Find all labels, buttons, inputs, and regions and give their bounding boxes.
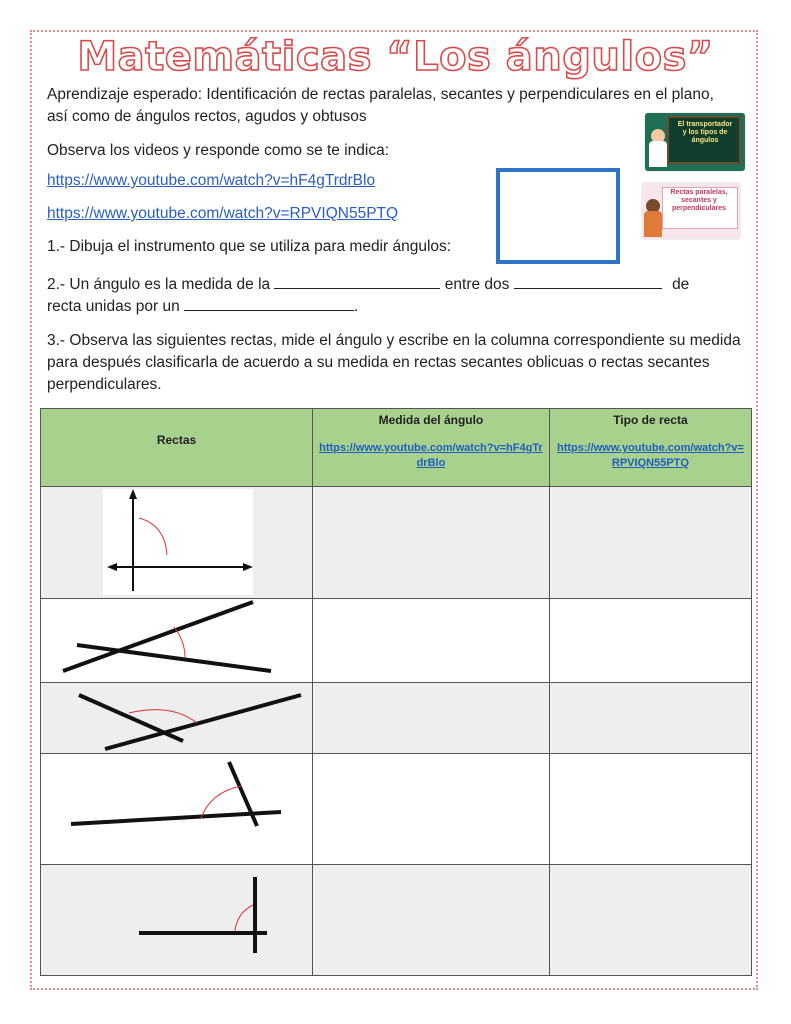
- header-medida-link[interactable]: https://www.youtube.com/watch?v=hF4gTrdrBlo: [319, 442, 543, 469]
- question-2-text-1: 2.- Un ángulo es la medida de la: [47, 276, 271, 293]
- perpendicular-axes-figure: [41, 487, 312, 598]
- table-row: [41, 754, 752, 865]
- header-tipo-label: Tipo de recta: [613, 413, 688, 427]
- header-rectas: [41, 409, 313, 487]
- table-row: [41, 865, 752, 976]
- header-tipo-link[interactable]: https://www.youtube.com/watch?v=RPVIQN55PTQ: [556, 442, 744, 469]
- video-link-2[interactable]: https://www.youtube.com/watch?v=RPVIQN55PTQ: [47, 205, 399, 222]
- video-thumbnail-protractor[interactable]: [645, 113, 745, 171]
- angle-measure-cell[interactable]: [313, 599, 550, 683]
- header-rectas-label: Rectas: [156, 433, 197, 447]
- thumbnail-2-text: Rectas paralelas, secantes y perpendiculares: [670, 189, 728, 212]
- header-tipo: [549, 409, 751, 487]
- angle-measure-cell[interactable]: [313, 487, 550, 599]
- question-2-text-2: entre dos: [444, 276, 510, 293]
- lines-figure-cell: [41, 599, 313, 683]
- line-type-cell[interactable]: [549, 865, 751, 976]
- oblique-lines-figure-1: [41, 599, 312, 682]
- perpendicular-lines-figure: [41, 865, 312, 975]
- line-type-cell[interactable]: [549, 683, 751, 754]
- instructions-text: Observa los videos y responde como se te indica:: [47, 142, 390, 159]
- blank-answer-1[interactable]: [274, 274, 440, 289]
- question-2-text-3: de: [672, 276, 690, 293]
- header-medida-label: Medida del ángulo: [378, 413, 484, 427]
- question-2: [47, 274, 747, 318]
- lines-figure-cell: [41, 683, 313, 754]
- lines-figure-cell: [41, 487, 313, 599]
- question-1: 1.- Dibuja el instrumento que se utiliza para medir ángulos:: [47, 238, 452, 255]
- video-thumbnail-lines[interactable]: [642, 183, 740, 239]
- blank-answer-3[interactable]: [184, 296, 354, 311]
- oblique-lines-figure-2: [41, 683, 312, 753]
- learning-objective: Aprendizaje esperado: Identificación de rectas paralelas, secantes y perpendiculares en el plano, así como de ángulos rectos, agudos y obtusos: [47, 86, 714, 125]
- angle-measure-cell[interactable]: [313, 754, 550, 865]
- oblique-lines-figure-3: [41, 754, 312, 864]
- question-3: 3.- Observa las siguientes rectas, mide el ángulo y escribe en la columna correspondiente su medida para después clasificarla de acuerdo a su medida en rectas secantes oblicuas o rectas secantes perpendiculares.: [47, 332, 741, 393]
- page-title: Matemáticas “Los ángulos”: [77, 34, 714, 80]
- angles-table: [40, 408, 752, 976]
- line-type-cell[interactable]: [549, 599, 751, 683]
- angle-measure-cell[interactable]: [313, 865, 550, 976]
- angle-measure-cell[interactable]: [313, 683, 550, 754]
- lines-figure-cell: [41, 865, 313, 976]
- header-medida: [313, 409, 550, 487]
- table-row: [41, 683, 752, 754]
- video-link-1[interactable]: https://www.youtube.com/watch?v=hF4gTrdrBlo: [47, 172, 376, 189]
- blank-answer-2[interactable]: [514, 274, 662, 289]
- protractor-drawing-box[interactable]: [496, 168, 620, 264]
- table-row: [41, 599, 752, 683]
- question-2-text-4: recta unidas por un: [47, 298, 180, 315]
- thumbnail-1-text: El transportador y los tipos de ángulos: [677, 121, 733, 144]
- line-type-cell[interactable]: [549, 754, 751, 865]
- table-row: [41, 487, 752, 599]
- lines-figure-cell: [41, 754, 313, 865]
- question-2-text-5: .: [354, 298, 359, 315]
- line-type-cell[interactable]: [549, 487, 751, 599]
